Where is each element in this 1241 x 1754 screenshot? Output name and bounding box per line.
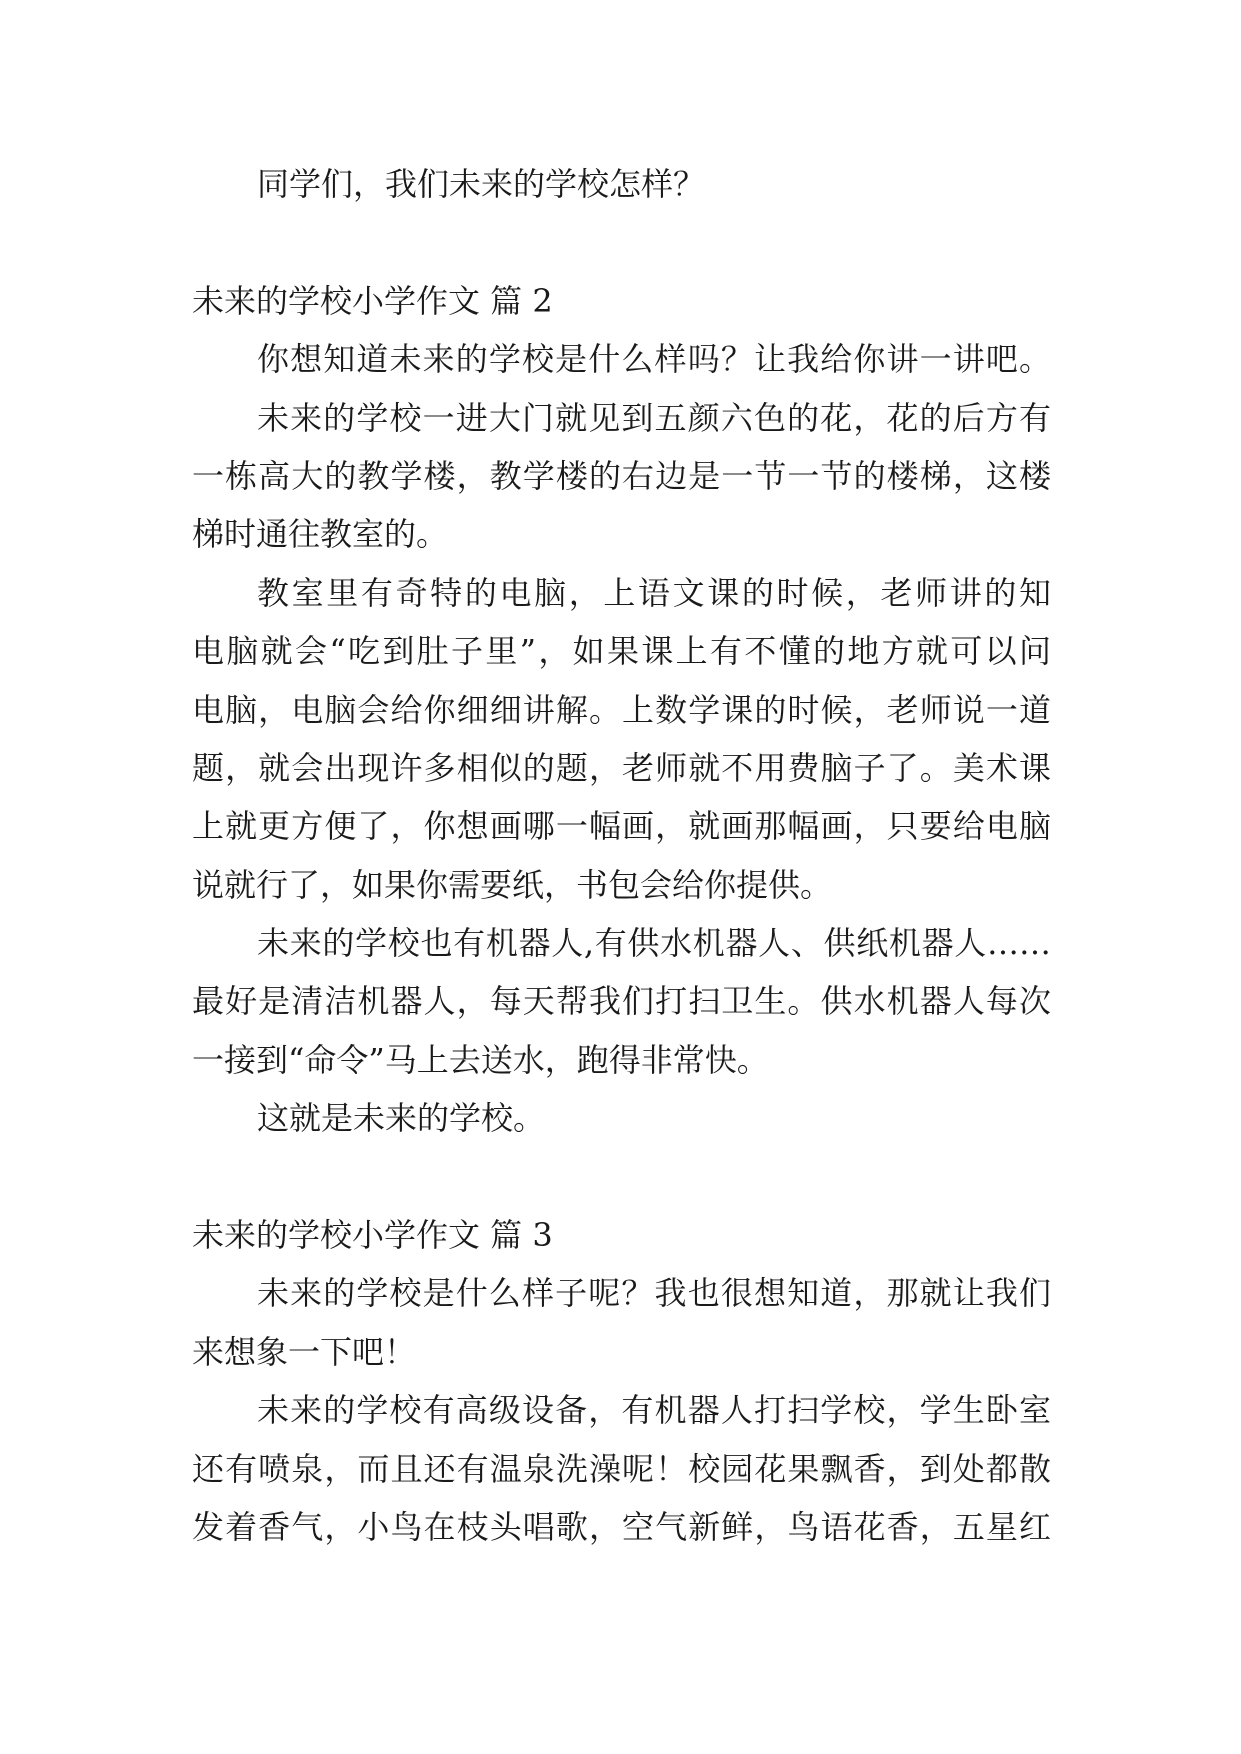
page-content xyxy=(192,155,1051,1556)
essay-section xyxy=(192,272,1051,1148)
paragraph-line: 梯时通往教室的。 xyxy=(192,515,449,554)
paragraph-line: 这就是未来的学校。 xyxy=(257,1099,546,1138)
paragraph-line: 电脑就会“吃到肚子里”，如果课上有不懂的地方就可以问 xyxy=(192,632,1051,671)
paragraph-line: 同学们，我们未来的学校怎样？ xyxy=(257,165,706,203)
paragraph-line: 最好是清洁机器人，每天帮我们打扫卫生。供水机器人每次 xyxy=(192,982,1051,1021)
paragraph-line: 来想象一下吧！ xyxy=(192,1332,417,1371)
paragraph-line: 未来的学校也有机器人,有供水机器人、供纸机器人…… xyxy=(257,924,1051,963)
paragraph-line: 题，就会出现许多相似的题，老师就不用费脑子了。美术课 xyxy=(192,748,1051,787)
paragraph-line: 你想知道未来的学校是什么样吗？让我给你讲一讲吧。 xyxy=(257,340,1051,379)
paragraph xyxy=(192,564,1051,914)
continued-paragraph xyxy=(192,155,1051,213)
paragraph-line: 教室里有奇特的电脑，上语文课的时候，老师讲的知 xyxy=(257,573,1051,612)
paragraph-line: 未来的学校一进大门就见到五颜六色的花，花的后方有 xyxy=(257,398,1051,437)
paragraph xyxy=(192,389,1051,564)
paragraph-line: 未来的学校是什么样子呢？我也很想知道，那就让我们 xyxy=(257,1274,1051,1313)
paragraph-line: 电脑，电脑会给你细细讲解。上数学课的时候，老师说一道 xyxy=(192,690,1051,729)
blank-line xyxy=(192,213,1051,271)
paragraph-line: 一栋高大的教学楼，教学楼的右边是一节一节的楼梯，这楼 xyxy=(192,456,1051,495)
paragraph xyxy=(192,1264,1051,1381)
paragraph xyxy=(192,914,1051,1089)
paragraph xyxy=(192,1089,1051,1147)
essay-section xyxy=(192,1206,1051,1556)
blank-line xyxy=(192,1148,1051,1206)
paragraph-line: 说就行了，如果你需要纸，书包会给你提供。 xyxy=(192,865,833,904)
paragraph xyxy=(192,1381,1051,1556)
essay-heading: 未来的学校小学作文 篇 3 xyxy=(192,1216,553,1255)
paragraph-line: 未来的学校有高级设备，有机器人打扫学校，学生卧室 xyxy=(257,1391,1051,1430)
paragraph-line: 一接到“命令”马上去送水，跑得非常快。 xyxy=(192,1040,769,1079)
paragraph-line: 上就更方便了，你想画哪一幅画，就画那幅画，只要给电脑 xyxy=(192,807,1051,846)
essay-heading: 未来的学校小学作文 篇 2 xyxy=(192,281,553,320)
paragraph xyxy=(192,330,1051,388)
paragraph-line: 还有喷泉，而且还有温泉洗澡呢！校园花果飘香，到处都散 xyxy=(192,1449,1051,1488)
paragraph-line: 发着香气，小鸟在枝头唱歌，空气新鲜，鸟语花香，五星红 xyxy=(192,1507,1051,1546)
